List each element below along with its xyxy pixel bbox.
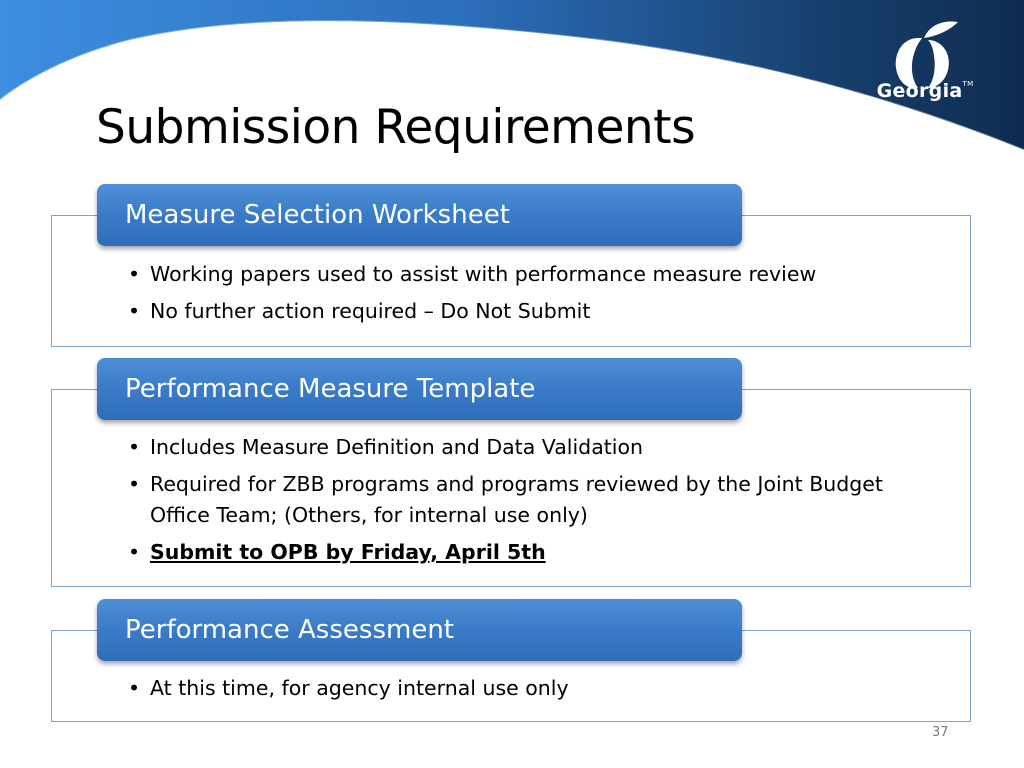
- bullet-item: • Required for ZBB programs and programs reviewed by the Joint Budget Office Team; (Others, for internal use only): [128, 469, 918, 531]
- bullet-list-performance-template: [128, 432, 918, 574]
- deadline-text: Submit to OPB by Friday, April 5th: [150, 540, 546, 564]
- bullet-item: • Includes Measure Definition and Data Validation: [128, 432, 918, 463]
- section-header-performance-assessment: Performance Assessment: [97, 599, 742, 661]
- bullet-list-performance-assessment: [128, 673, 918, 710]
- bullet-item: • No further action required – Do Not Submit: [128, 296, 918, 327]
- slide-title: Submission Requirements: [96, 100, 696, 155]
- section-header-performance-template: Performance Measure Template: [97, 358, 742, 420]
- georgia-logo-text: Georgia™: [876, 80, 974, 102]
- bullet-item-deadline: [128, 537, 918, 568]
- section-header-measure-selection: Measure Selection Worksheet: [97, 184, 742, 246]
- bullet-item: • At this time, for agency internal use only: [128, 673, 918, 704]
- page-number: 37: [932, 725, 949, 740]
- bullet-item: • Working papers used to assist with performance measure review: [128, 259, 918, 290]
- bullet-list-measure-selection: [128, 259, 918, 333]
